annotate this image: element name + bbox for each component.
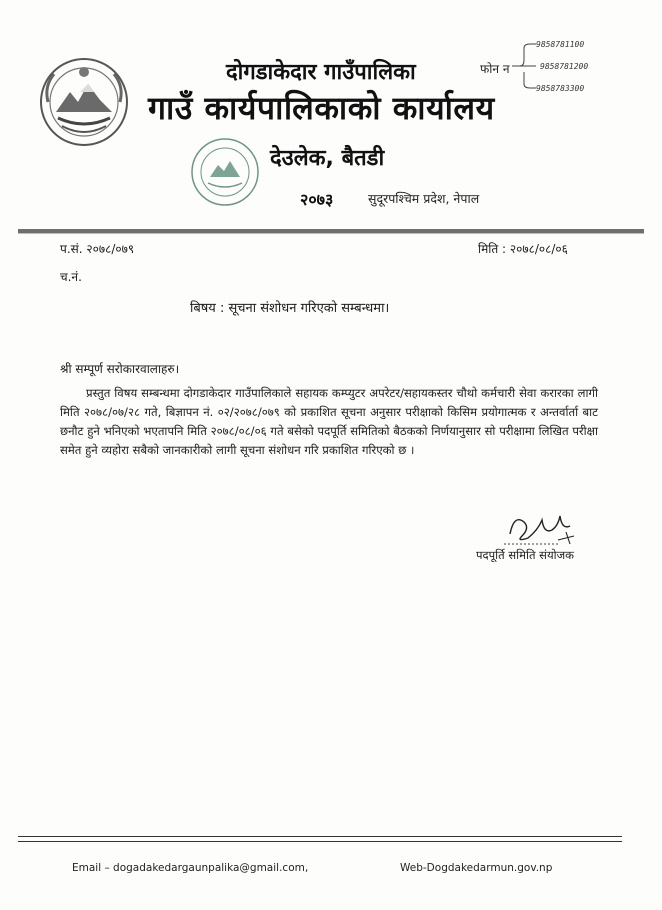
letter-subject: बिषय : सूचना संशोधन गरिएको सम्बन्धमा।	[190, 301, 390, 316]
established-year: २०७३	[300, 190, 334, 209]
salutation: श्री सम्पूर्ण सरोकारवालाहरु।	[60, 362, 180, 376]
letter-date: मिति : २०७८/०८/०६	[478, 242, 568, 256]
signatory-title: पदपूर्ति समिति संयोजक	[476, 548, 574, 562]
government-emblem-icon	[38, 56, 130, 148]
municipality-name: दोगडाकेदार गाउँपालिका	[226, 60, 416, 85]
dispatch-number: च.नं.	[60, 270, 82, 284]
office-seal-stamp-icon	[188, 135, 262, 209]
footer-divider	[18, 836, 622, 842]
phone-label: फोन न	[480, 62, 510, 76]
footer-email: Email – dogadakedargaunpalika@gmail.com,	[72, 862, 309, 874]
office-address: देउलेक, बैतडी	[270, 146, 385, 171]
footer-website: Web-Dogdakedarmun.gov.np	[400, 862, 553, 874]
phone-brace-icon	[510, 40, 538, 92]
phone-number: 9858781100	[536, 40, 585, 49]
phone-number: 9858783300	[536, 84, 585, 93]
phone-number: 9858781200	[540, 62, 589, 71]
header-divider	[18, 229, 644, 234]
office-name: गाउँ कार्यपालिकाको कार्यालय	[148, 89, 495, 127]
province-line: सुदूरपश्चिम प्रदेश, नेपाल	[368, 191, 480, 206]
handwritten-signature-icon	[500, 500, 586, 550]
letter-body: प्रस्तुत विषय सम्बन्धमा दोगडाकेदार गाउँपालिकाले सहायक कम्प्युटर अपरेटर/सहायकस्तर चौथो कर्मचारी सेवा करारका लागी मिति २०७८/०७/२८ गते, बिज्ञापन नं. ०२/२०७८/०७९ को प्रकाशित सूचना अनुसार परीक्षाको किसिम प्रयोगात्मक र अन्तर्वार्ता बाट छनौट हुने भनिएको भएतापनि मिति २०७८/०८/०६ गते बसेको पदपूर्ति समितिको बैठकको निर्णयानुसार सो परीक्षामा लिखित परीक्षा समेत हुने व्यहोरा सबैको जानकारीको लागी सूचना संशोधन गरि प्रकाशित गरिएको छ ।	[60, 386, 598, 457]
reference-number: प.सं. २०७८/०७९	[60, 242, 135, 256]
